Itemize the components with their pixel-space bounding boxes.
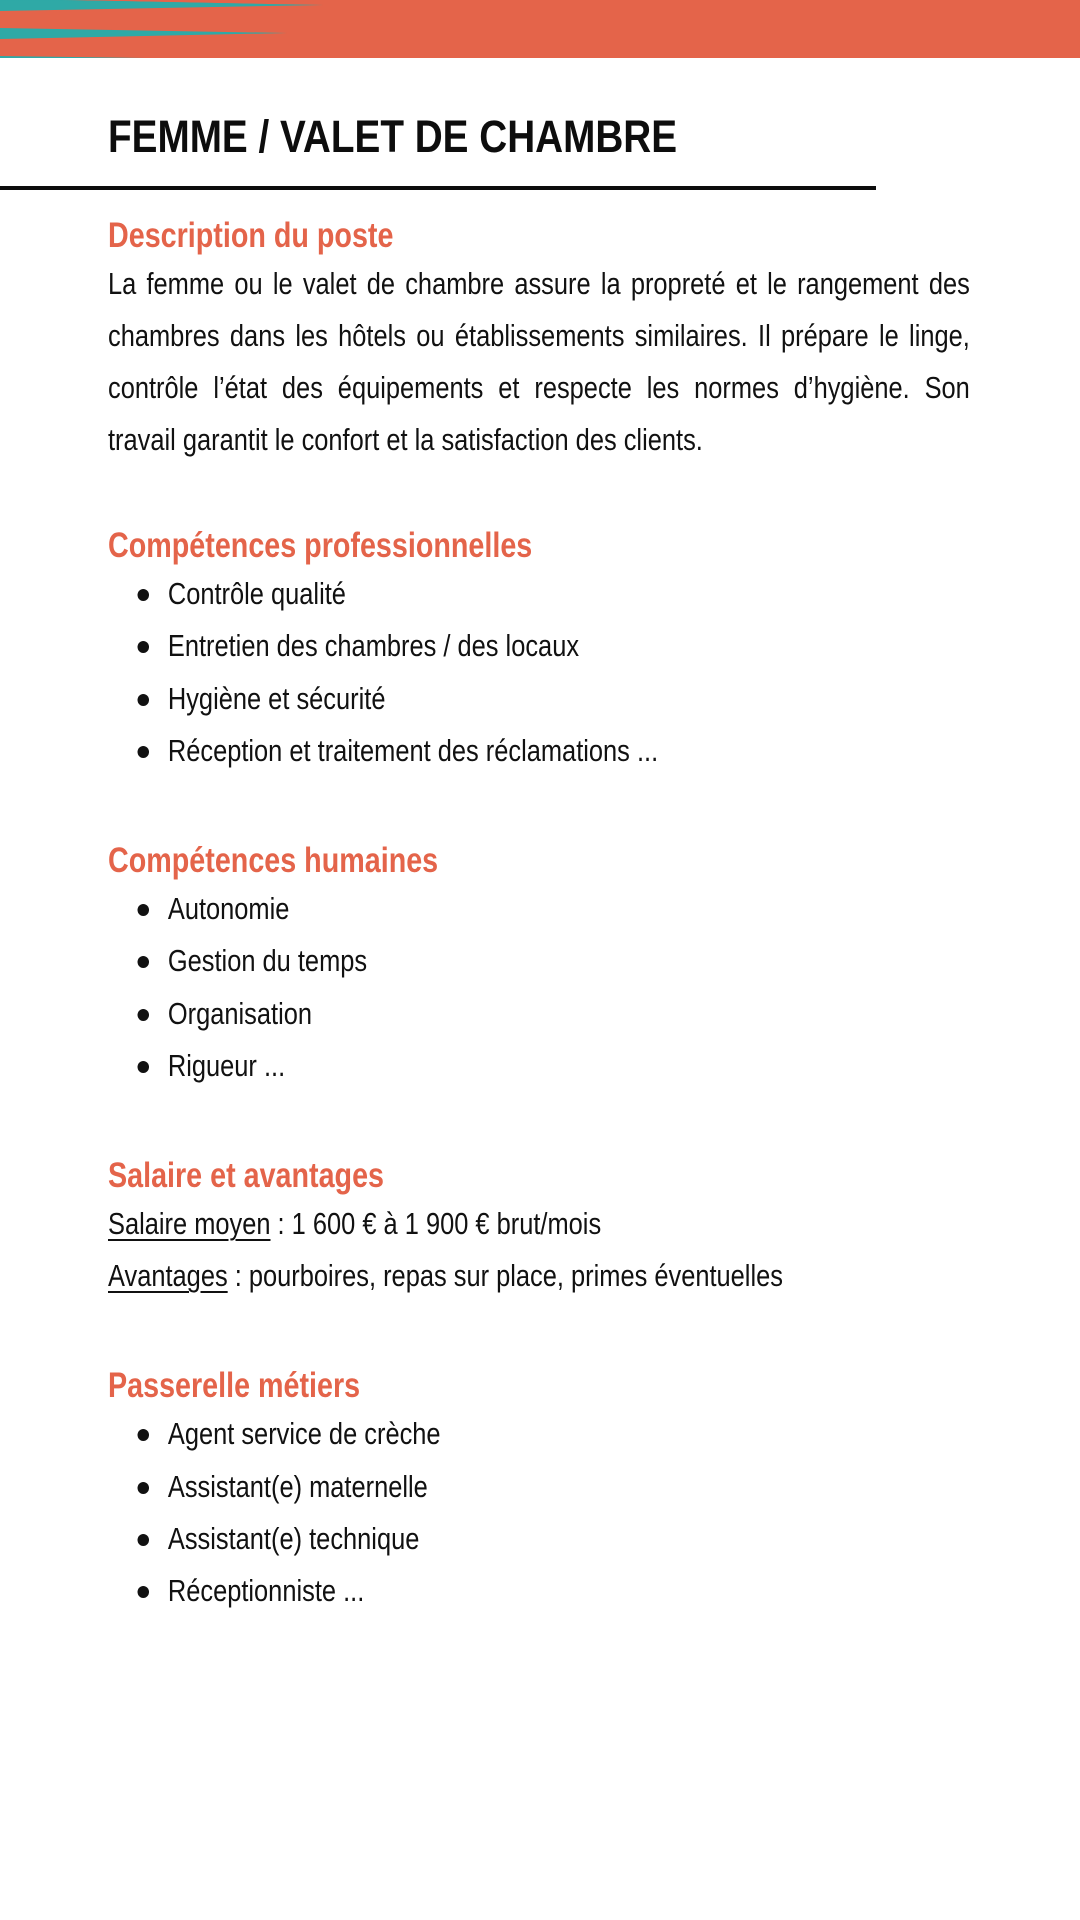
- section-human-skills: [108, 839, 970, 1092]
- list-item-text: Organisation: [167, 995, 313, 1031]
- list-item-text: Hygiène et sécurité: [167, 680, 386, 716]
- list-item-text: Assistant(e) maternelle: [167, 1468, 428, 1504]
- header-banner: [0, 0, 1080, 58]
- list-item: [108, 1461, 970, 1513]
- section-heading: Passerelle métiers: [108, 1366, 361, 1406]
- list-item-text: Entretien des chambres / des locaux: [167, 628, 580, 664]
- salary-label: Salaire moyen: [108, 1206, 271, 1242]
- list-item: [108, 1513, 970, 1565]
- list-item: [108, 935, 970, 987]
- page-title: FEMME / VALET DE CHAMBRE: [108, 111, 678, 162]
- bullet-icon: [138, 1534, 149, 1546]
- list-item: [108, 1408, 970, 1460]
- benefits-label: Avantages: [108, 1258, 228, 1294]
- bullet-icon: [138, 956, 149, 968]
- list-item-text: Autonomie: [167, 891, 290, 927]
- section-heading: Salaire et avantages: [108, 1156, 385, 1196]
- list-item-text: Assistant(e) technique: [167, 1520, 420, 1556]
- list-item-text: Contrôle qualité: [167, 576, 346, 611]
- bullet-icon: [138, 694, 149, 706]
- list-item: [108, 883, 970, 935]
- list-item-text: Agent service de crèche: [167, 1416, 441, 1452]
- title-divider: [0, 186, 876, 190]
- section-professional-skills: [108, 524, 970, 777]
- list-item: [108, 620, 970, 672]
- bullet-icon: [138, 746, 149, 758]
- list-item: [108, 568, 970, 620]
- list-item: [108, 725, 970, 777]
- section-heading: Compétences professionnelles: [108, 526, 533, 565]
- teal-stripes-decoration: [0, 0, 1080, 58]
- human-skills-list: [108, 883, 970, 1092]
- bullet-icon: [138, 1061, 149, 1073]
- bullet-icon: [138, 1586, 149, 1598]
- list-item: [108, 1565, 970, 1617]
- list-item: [108, 1040, 970, 1092]
- list-item-text: Réceptionniste ...: [167, 1573, 365, 1609]
- description-text: La femme ou le valet de chambre assure la propreté et le rangement des chambres dans les hôtels ou établissements similaires. Il prépare le linge, contrôle l’état des équipements et respecte les normes d’hygiène. Son travail garantit le confort et la satisfaction des clients.: [108, 266, 970, 457]
- list-item: [108, 673, 970, 725]
- bullet-icon: [138, 1429, 149, 1441]
- benefits-value: : pourboires, repas sur place, primes éventuelles: [227, 1258, 783, 1294]
- section-description: [108, 214, 970, 466]
- list-item-text: Gestion du temps: [167, 943, 368, 979]
- section-salary-benefits: [108, 1154, 970, 1302]
- bullet-icon: [138, 904, 149, 916]
- bullet-icon: [138, 1482, 149, 1494]
- salary-value: : 1 600 € à 1 900 € brut/mois: [270, 1206, 602, 1242]
- bullet-icon: [138, 641, 149, 653]
- benefits-line: [108, 1250, 970, 1302]
- list-item-text: Réception et traitement des réclamations ...: [167, 732, 659, 768]
- list-item: [108, 988, 970, 1040]
- career-bridges-list: [108, 1408, 970, 1617]
- section-career-bridges: [108, 1364, 970, 1617]
- bullet-icon: [138, 1009, 149, 1021]
- section-heading: Compétences humaines: [108, 841, 439, 881]
- list-item-text: Rigueur ...: [167, 1048, 286, 1084]
- professional-skills-list: [108, 568, 970, 777]
- bullet-icon: [138, 589, 149, 601]
- salary-line: [108, 1198, 970, 1250]
- job-sheet-content: [108, 214, 970, 1618]
- section-heading: Description du poste: [108, 216, 394, 255]
